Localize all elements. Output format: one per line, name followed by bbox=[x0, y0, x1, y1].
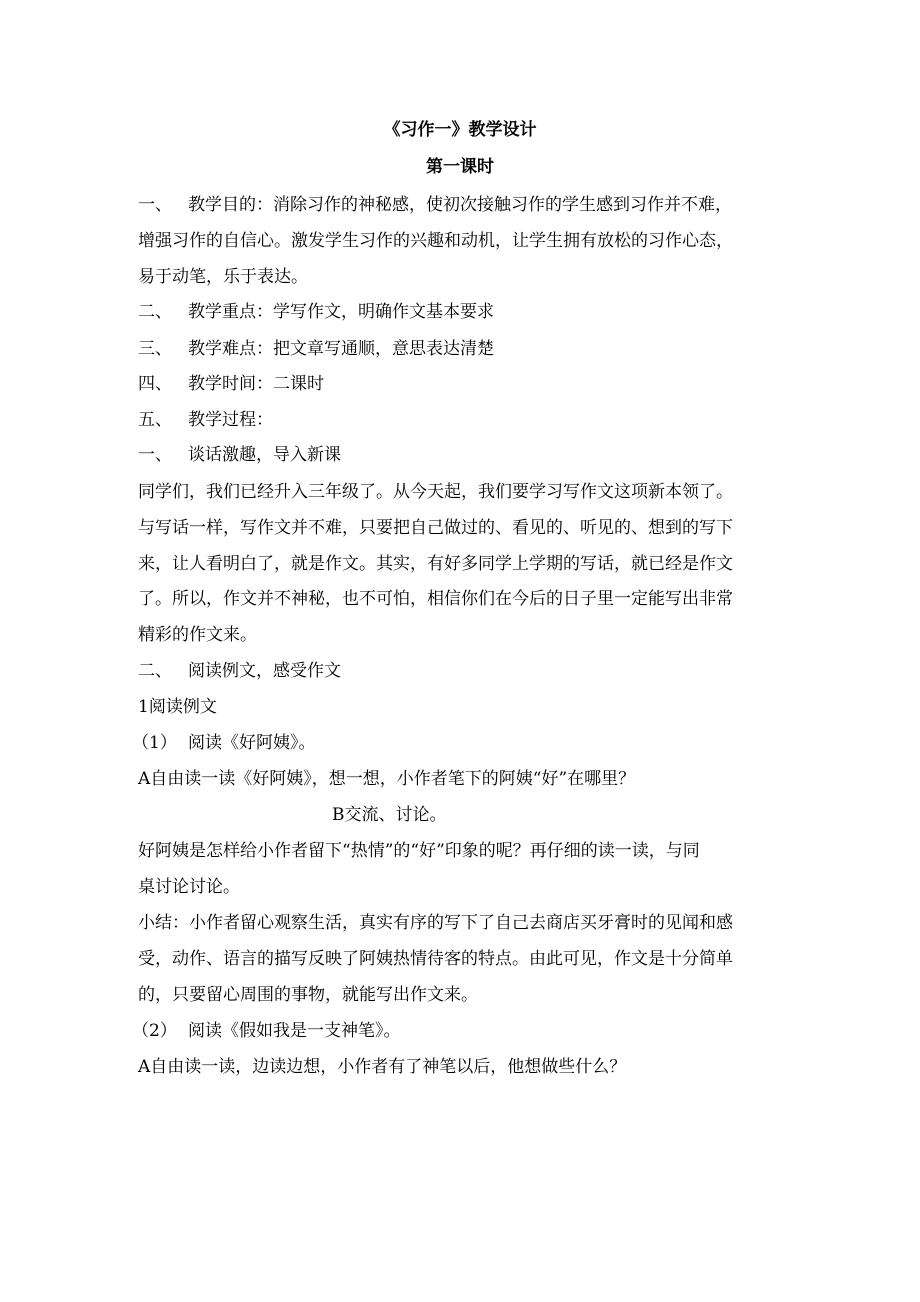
text-line: 好阿姨是怎样给小作者留下“热情”的“好”印象的呢？再仔细的读一读，与同 bbox=[138, 841, 700, 861]
line-text: 教学时间：二课时 bbox=[188, 374, 324, 394]
line-text: 教学难点：把文章写通顺，意思表达清楚 bbox=[188, 339, 494, 359]
text-line: 小结：小作者留心观察生活，真实有序的写下了自己去商店买牙膏时的见闻和感 bbox=[138, 913, 733, 933]
section-number: 四、 bbox=[138, 374, 172, 394]
text-line: 同学们，我们已经升入三年级了。从今天起，我们要学习写作文这项新本领了。 bbox=[138, 482, 733, 502]
text-line: A自由读一读《好阿姨》，想一想，小作者笔下的阿姨“好”在哪里？ bbox=[138, 769, 636, 789]
text-line bbox=[138, 193, 732, 217]
section-number: 一、 bbox=[138, 445, 172, 465]
document-subtitle: 第一课时 bbox=[426, 157, 494, 177]
text-line: 精彩的作文来。 bbox=[138, 625, 257, 645]
text-line bbox=[138, 443, 341, 467]
text-line bbox=[138, 337, 494, 361]
section-number: 二、 bbox=[138, 661, 172, 681]
text-line: 增强习作的自信心。激发学生习作的兴趣和动机，让学生拥有放松的习作心态， bbox=[138, 231, 733, 251]
text-line: 与写话一样，写作文并不难，只要把自己做过的、看见的、听见的、想到的写下 bbox=[138, 518, 733, 538]
text-line: B交流、讨论。 bbox=[332, 805, 447, 825]
line-text: 教学过程： bbox=[188, 410, 273, 430]
text-line: 桌讨论讨论。 bbox=[138, 877, 240, 897]
section-number: （2） bbox=[132, 1021, 177, 1041]
text-line: 了。所以，作文并不神秘，也不可怕，相信你们在今后的日子里一定能写出非常 bbox=[138, 589, 733, 609]
text-line bbox=[132, 1019, 401, 1043]
line-text: 谈话激趣，导入新课 bbox=[188, 445, 341, 465]
text-line: 来，让人看明白了，就是作文。其实，有好多同学上学期的写话，就已经是作文 bbox=[138, 554, 733, 574]
text-line bbox=[138, 408, 273, 432]
text-line: 的，只要留心周围的事物，就能写出作文来。 bbox=[138, 985, 478, 1005]
text-line: A自由读一读，边读边想，小作者有了神笔以后，他想做些什么？ bbox=[138, 1057, 627, 1077]
section-number: （1） bbox=[132, 733, 177, 753]
line-text: 教学目的：消除习作的神秘感，使初次接触习作的学生感到习作并不难， bbox=[188, 195, 732, 215]
text-line bbox=[138, 300, 494, 324]
text-line bbox=[132, 731, 316, 755]
section-number: 三、 bbox=[138, 339, 172, 359]
document-title: 《习作一》教学设计 bbox=[383, 120, 537, 140]
text-line bbox=[138, 372, 324, 396]
line-text: 阅读《假如我是一支神笔》。 bbox=[188, 1021, 401, 1041]
text-line: 受，动作、语言的描写反映了阿姨热情待客的特点。由此可见，作文是十分简单 bbox=[138, 949, 733, 969]
section-number: 二、 bbox=[138, 302, 172, 322]
section-number: 一、 bbox=[138, 195, 172, 215]
line-text: 阅读《好阿姨》。 bbox=[188, 733, 316, 753]
text-line: 易于动笔，乐于表达。 bbox=[138, 267, 308, 287]
section-number: 五、 bbox=[138, 410, 172, 430]
text-line bbox=[138, 659, 341, 683]
text-line: 1阅读例文 bbox=[138, 697, 217, 717]
line-text: 教学重点：学写作文，明确作文基本要求 bbox=[188, 302, 494, 322]
line-text: 阅读例文，感受作文 bbox=[188, 661, 341, 681]
